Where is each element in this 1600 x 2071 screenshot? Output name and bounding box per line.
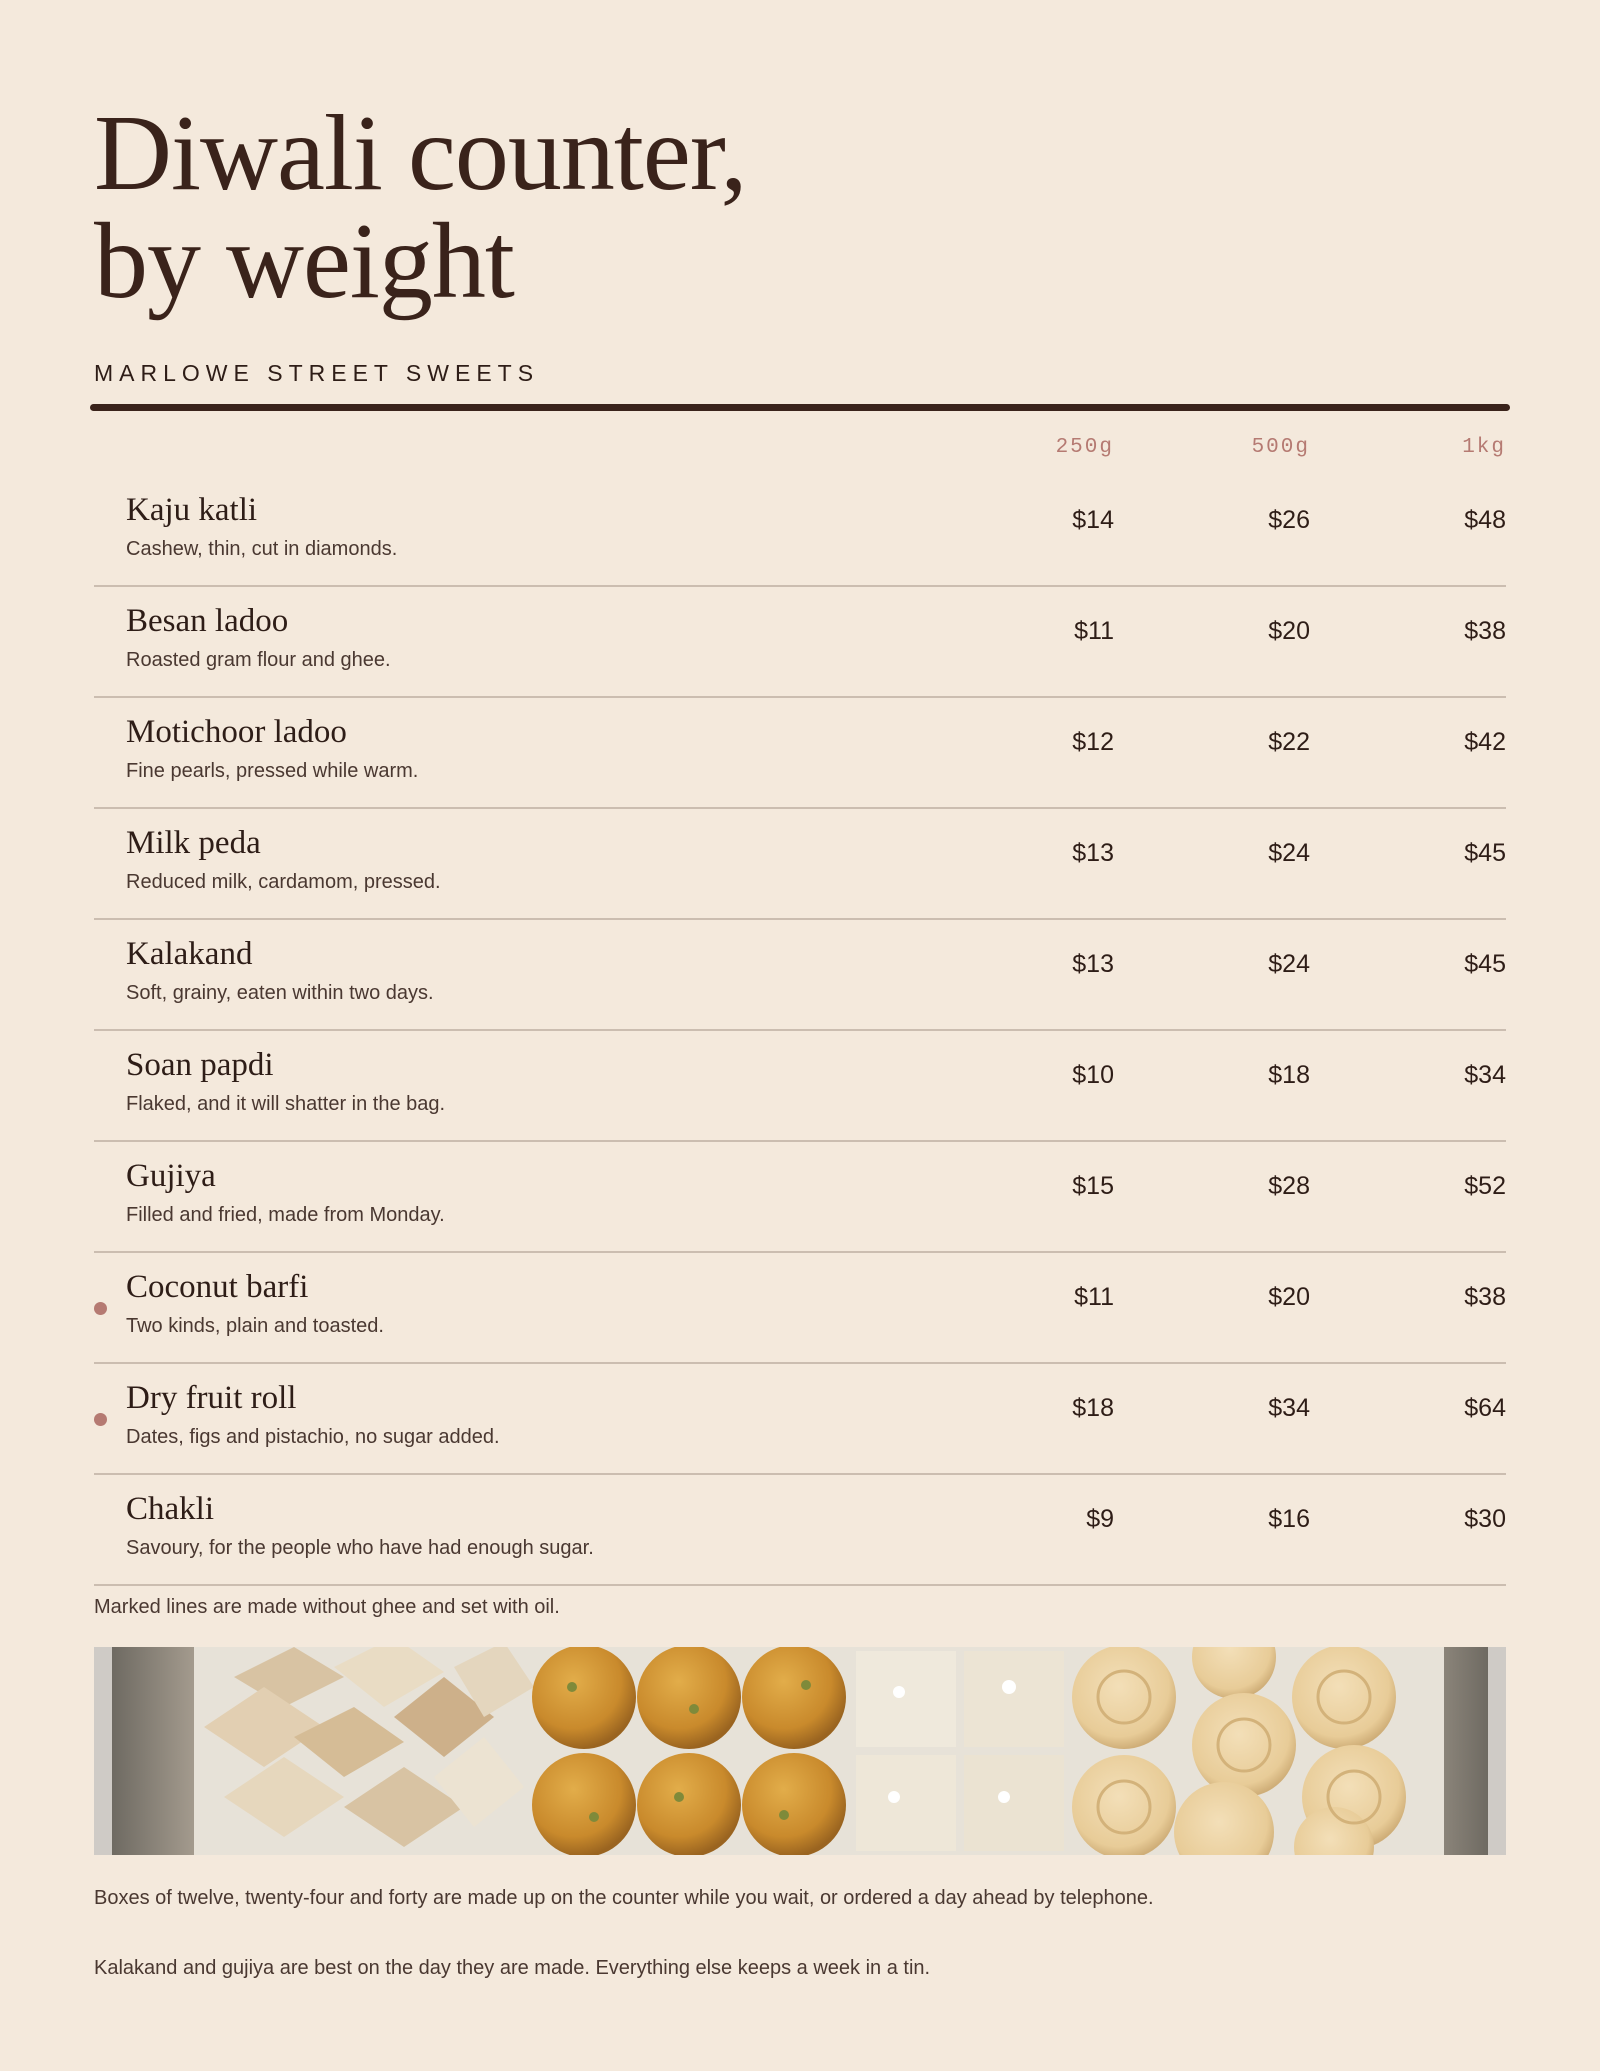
item-description: Soft, grainy, eaten within two days. <box>126 982 434 1004</box>
item-name: Coconut barfi <box>126 1269 309 1305</box>
item-name: Soan papdi <box>126 1047 274 1083</box>
menu-row <box>94 1253 1506 1364</box>
item-name: Gujiya <box>126 1158 216 1194</box>
price-500g: $24 <box>1268 950 1310 978</box>
sweets-tray-illustration <box>94 1647 1506 1855</box>
column-header-500g: 500g <box>1251 436 1310 459</box>
item-name: Milk peda <box>126 825 261 861</box>
item-name: Motichoor ladoo <box>126 714 347 750</box>
item-name: Kaju katli <box>126 492 258 528</box>
item-description: Fine pearls, pressed while warm. <box>126 760 419 782</box>
item-description: Two kinds, plain and toasted. <box>126 1315 384 1337</box>
price-500g: $20 <box>1268 1283 1310 1311</box>
sweets-tray-image <box>94 1647 1506 1855</box>
column-header-250g: 250g <box>1055 436 1114 459</box>
price-1kg: $38 <box>1464 1283 1506 1311</box>
price-250g: $13 <box>1072 950 1114 978</box>
item-description: Dates, figs and pistachio, no sugar added. <box>126 1426 500 1448</box>
price-250g: $14 <box>1072 506 1114 534</box>
price-1kg: $45 <box>1464 839 1506 867</box>
menu-row <box>94 1364 1506 1475</box>
shop-name: MARLOWE STREET SWEETS <box>94 360 540 386</box>
price-250g: $10 <box>1072 1061 1114 1089</box>
price-1kg: $64 <box>1464 1394 1506 1422</box>
item-description: Cashew, thin, cut in diamonds. <box>126 538 398 560</box>
keeping-info: Kalakand and gujiya are best on the day they are made. Everything else keeps a week in a tin. <box>94 1957 931 1979</box>
item-name: Kalakand <box>126 936 253 972</box>
menu-row <box>94 809 1506 920</box>
header-divider <box>90 404 1510 411</box>
price-1kg: $48 <box>1464 506 1506 534</box>
price-250g: $15 <box>1072 1172 1114 1200</box>
price-500g: $22 <box>1268 728 1310 756</box>
page-title <box>94 94 747 321</box>
price-250g: $13 <box>1072 839 1114 867</box>
item-description: Savoury, for the people who have had enough sugar. <box>126 1537 594 1559</box>
ghee-free-marker-icon <box>94 1302 107 1315</box>
price-1kg: $42 <box>1464 728 1506 756</box>
price-250g: $9 <box>1086 1505 1114 1533</box>
column-header-1kg: 1kg <box>1462 436 1506 459</box>
price-1kg: $38 <box>1464 617 1506 645</box>
price-500g: $20 <box>1268 617 1310 645</box>
boxes-info: Boxes of twelve, twenty-four and forty are made up on the counter while you wait, or ordered a day ahead by telephone. <box>94 1887 1154 1909</box>
price-250g: $18 <box>1072 1394 1114 1422</box>
title-line-1: Diwali counter, <box>94 94 747 213</box>
price-1kg: $34 <box>1464 1061 1506 1089</box>
menu-row <box>94 587 1506 698</box>
price-column-headers <box>94 436 1506 466</box>
price-500g: $16 <box>1268 1505 1310 1533</box>
price-500g: $26 <box>1268 506 1310 534</box>
menu-row <box>94 1142 1506 1253</box>
price-1kg: $45 <box>1464 950 1506 978</box>
item-description: Filled and fried, made from Monday. <box>126 1204 445 1226</box>
price-250g: $11 <box>1074 1283 1114 1311</box>
item-description: Roasted gram flour and ghee. <box>126 649 391 671</box>
menu-row <box>94 1031 1506 1142</box>
item-name: Besan ladoo <box>126 603 289 639</box>
price-1kg: $52 <box>1464 1172 1506 1200</box>
price-250g: $11 <box>1074 617 1114 645</box>
marked-lines-note: Marked lines are made without ghee and set with oil. <box>94 1596 560 1618</box>
price-1kg: $30 <box>1464 1505 1506 1533</box>
price-250g: $12 <box>1072 728 1114 756</box>
item-name: Chakli <box>126 1491 214 1527</box>
menu-row <box>94 1475 1506 1586</box>
item-description: Flaked, and it will shatter in the bag. <box>126 1093 446 1115</box>
price-500g: $24 <box>1268 839 1310 867</box>
item-name: Dry fruit roll <box>126 1380 297 1416</box>
item-description: Reduced milk, cardamom, pressed. <box>126 871 441 893</box>
menu-row <box>94 698 1506 809</box>
menu-row <box>94 920 1506 1031</box>
price-500g: $18 <box>1268 1061 1310 1089</box>
menu-row <box>94 476 1506 587</box>
price-list <box>94 476 1506 1586</box>
price-500g: $28 <box>1268 1172 1310 1200</box>
price-500g: $34 <box>1268 1394 1310 1422</box>
title-line-2: by weight <box>94 202 514 321</box>
ghee-free-marker-icon <box>94 1413 107 1426</box>
